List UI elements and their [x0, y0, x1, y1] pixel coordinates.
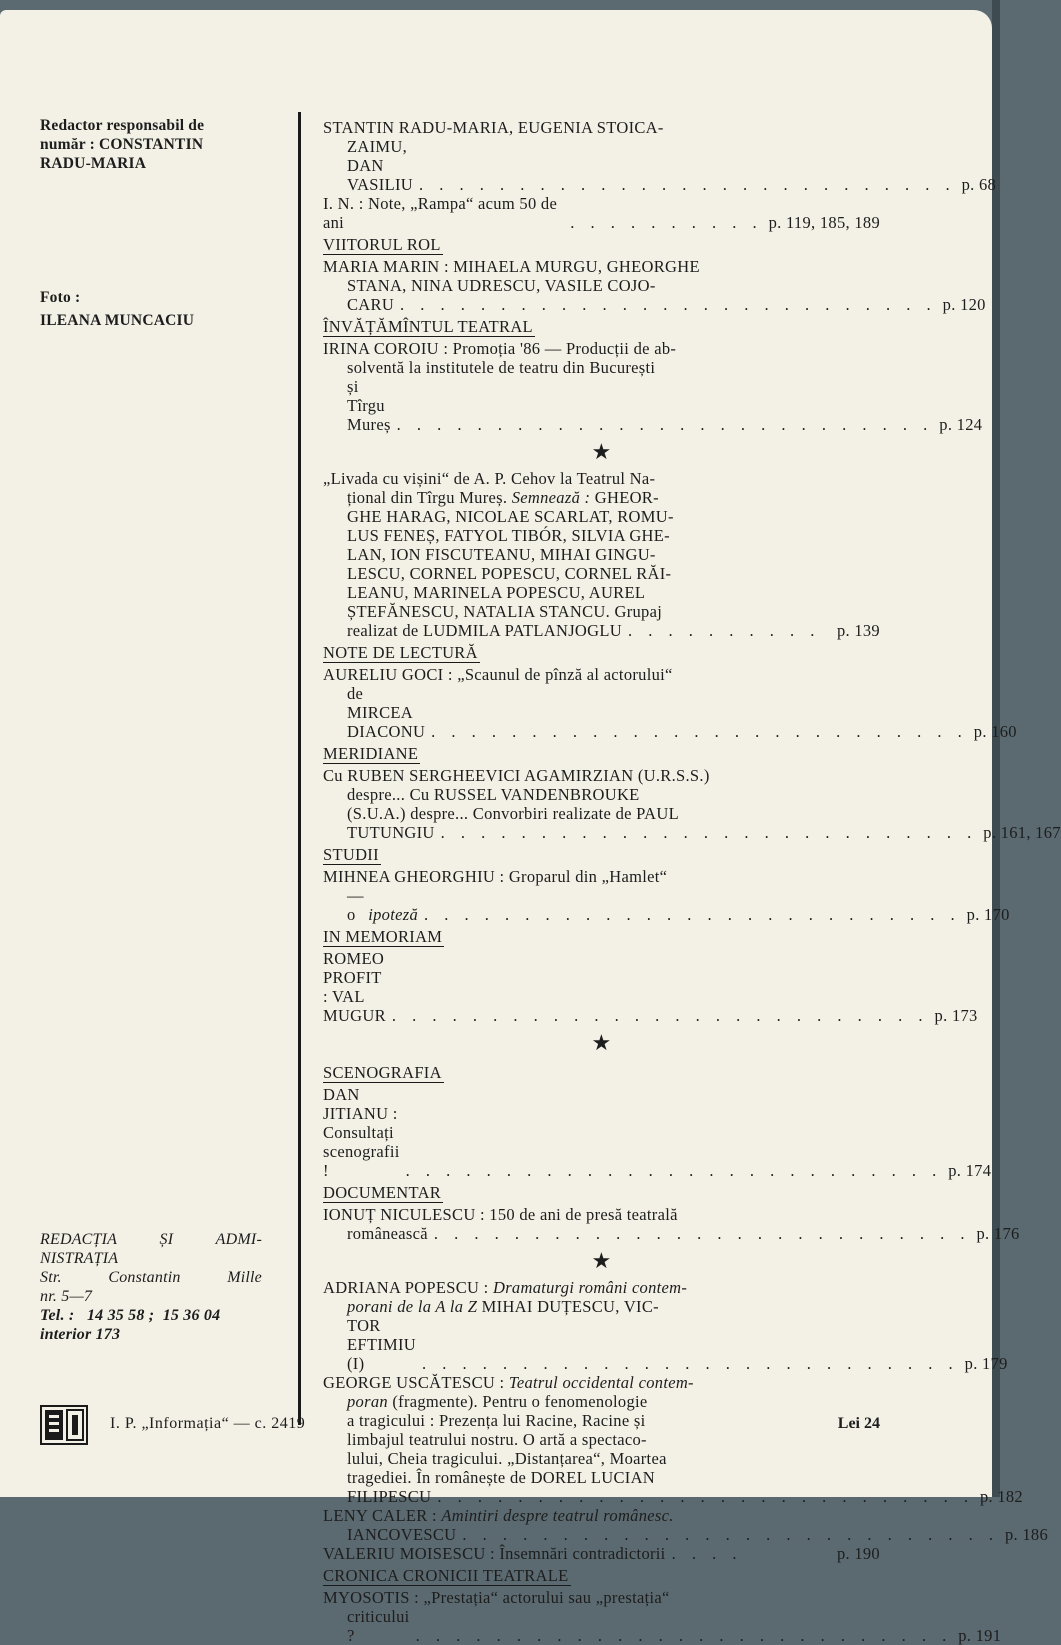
address-line: NISTRAȚIA — [40, 1250, 119, 1267]
dot-leader: . . . . . . . . . . — [570, 213, 763, 232]
dot-leader: . . . . . . . . . . . . . . . . . . . . . . . . . . . — [405, 1161, 943, 1180]
toc-entry: IONUȚ NICULESCU : 150 de ani de presă teatrală românească . . . . . . . . . . . . . . . . . . . . . . . . . . . p. 176 — [323, 1205, 1020, 1243]
editor-line: Redactor responsabil de — [40, 117, 205, 134]
dot-leader: . . . . . . . . . . . . . . . . . . . . . . . . . . . — [424, 905, 961, 924]
dot-leader: . . . . . . . . . . . . . . . . . . . . . . . . . . . — [391, 1006, 929, 1025]
page-number: p. 160 — [973, 722, 1017, 741]
page-number: p. 124 — [939, 415, 983, 434]
toc-entry: LENY CALER : Amintiri despre teatrul românesc. IANCOVESCU . . . . . . . . . . . . . . . . . . . . . . . . . . . p. 186 — [323, 1506, 1049, 1544]
section-heading: CRONICA CRONICII TEATRALE — [323, 1566, 569, 1585]
page-number: p. 190 — [836, 1544, 880, 1563]
dot-leader: . . . . . . . . . . . . . . . . . . . . . . . . . . . — [440, 823, 978, 842]
section-heading: STUDII — [323, 845, 379, 864]
dot-leader: . . . . . . . . . . . . . . . . . . . . . . . . . . . — [462, 1525, 999, 1544]
editor-line: RADU-MARIA — [40, 155, 147, 172]
section-heading: VIITORUL ROL — [323, 235, 441, 254]
printer-info: I. P. „Informația“ — c. 2419 — [110, 1415, 306, 1432]
star-separator: ★ — [591, 439, 612, 464]
page-number: p. 139 — [836, 621, 880, 640]
dot-leader: . . . . . . . . . . . . . . . . . . . . . . . . . . . — [418, 175, 956, 194]
dot-leader: . . . . . . . . . . . . . . . . . . . . . . . . . . . — [431, 722, 968, 741]
toc-entry: VALERIU MOISESCU : Însemnări contradictorii . . . . p. 190 — [323, 1544, 880, 1563]
page-number: p. 174 — [948, 1161, 992, 1180]
toc-entry: AURELIU GOCI : „Scaunul de pînză al actorului“ de MIRCEA DIACONU . . . . . . . . . . . . . . . . . . . . . . . . . . . p. 160 — [323, 665, 1017, 741]
section-heading: MERIDIANE — [323, 744, 419, 763]
page-number: p. 173 — [934, 1006, 978, 1025]
section-heading: IN MEMORIAM — [323, 927, 443, 946]
address-line: Str. Constantin Mille — [40, 1269, 262, 1286]
dot-leader: . . . . . . . . . . . . . . . . . . . . . . . . . . . — [415, 1626, 953, 1645]
photo-label: Foto : — [40, 289, 81, 306]
page-number: p. 191 — [958, 1626, 1002, 1645]
phone-interior: interior 173 — [40, 1326, 121, 1343]
photo-name: ILEANA MUNCACIU — [40, 312, 195, 329]
address-line: REDACȚIA ȘI ADMI- — [40, 1231, 262, 1248]
toc-entry: MIHNEA GHEORGHIU : Groparul din „Hamlet“ — o ipoteză . . . . . . . . . . . . . . . . . . . . . . . . . . . p. 170 — [323, 867, 1010, 924]
dot-leader: . . . . . . . . . . . . . . . . . . . . . . . . . . . — [400, 295, 937, 314]
dot-leader: . . . . . . . . . . . . . . . . . . . . . . . . . . . — [422, 1354, 959, 1373]
dot-leader: . . . . . . . . . . . . . . . . . . . . . . . . . . . — [433, 1224, 971, 1243]
address-line: nr. 5—7 — [40, 1288, 93, 1305]
star-separator: ★ — [591, 1248, 612, 1273]
address-block — [40, 1230, 262, 1344]
page-edge — [992, 0, 1000, 1497]
photo-credit — [40, 288, 270, 330]
page-number: p. 161, 167 — [983, 823, 1061, 842]
page-number: p. 119, 185, 189 — [768, 213, 880, 232]
page-footer — [40, 1413, 880, 1439]
toc-entry: ADRIANA POPESCU : Dramaturgi români contem- porani de la A la Z MIHAI DUȚESCU, VIC- TOR EFTIMIU (I) . . . . . . . . . . . . . . . . . . . . . . . . . . . p. 179 — [323, 1278, 1008, 1373]
toc-entry: STANTIN RADU-MARIA, EUGENIA STOICA- ZAIMU, DAN VASILIU . . . . . . . . . . . . . . . . . . . . . . . . . . . p. 68 — [323, 118, 997, 194]
column-divider — [298, 112, 301, 1425]
dot-leader: . . . . — [671, 1544, 743, 1563]
page-number: p. 186 — [1004, 1525, 1049, 1544]
printer-logo-icon — [40, 1405, 88, 1445]
editor-credit — [40, 116, 270, 173]
section-heading: DOCUMENTAR — [323, 1183, 442, 1202]
star-separator: ★ — [591, 1030, 612, 1055]
dot-leader: . . . . . . . . . . . . . . . . . . . . . . . . . . . — [437, 1487, 974, 1506]
dot-leader: . . . . . . . . . . . . . . . . . . . . . . . . . . . — [396, 415, 934, 434]
page-number: p. 170 — [966, 905, 1010, 924]
page-number: p. 68 — [961, 175, 997, 194]
phone-numbers: Tel. : 14 35 58 ; 15 36 04 — [40, 1307, 221, 1324]
editor-line: număr : CONSTANTIN — [40, 136, 204, 153]
toc-entry: I. N. : Note, „Rampa“ acum 50 de ani . . . . . . . . . . p. 119, 185, 189 — [323, 194, 880, 232]
page-number: p. 179 — [964, 1354, 1008, 1373]
page-number: p. 120 — [942, 295, 986, 314]
price: Lei 24 — [837, 1415, 880, 1432]
toc-entry: „Livada cu vișini“ de A. P. Cehov la Teatrul Na- țional din Tîrgu Mureș. Semnează : GHEOR- GHE HARAG, NICOLAE SCARLAT, ROMU- LUS FENEȘ, FATYOL TIBÓR, SILVIA GHE- LAN, ION FISCUTEANU, MIHAI GINGU- LESCU, CORNEL POPESCU, CORNEL RĂI- LEANU, MARINELA POPESCU, AUREL ȘTEFĂNESCU, NATALIA STANCU. Grupaj realizat de LUDMILA PATLANJOGLU . . . . . . . . . . p. 139 — [323, 469, 880, 640]
toc-entry: ROMEO PROFIT : VAL MUGUR . . . . . . . . . . . . . . . . . . . . . . . . . . . p. 173 — [323, 949, 978, 1025]
toc-entry: MYOSOTIS : „Prestația“ actorului sau „prestația“ criticului ? . . . . . . . . . . . . . . . . . . . . . . . . . . . p. 191 — [323, 1588, 1002, 1645]
section-heading: ÎNVĂȚĂMÎNTUL TEATRAL — [323, 317, 533, 336]
toc-entry: GEORGE USCĂTESCU : Teatrul occidental contem- poran (fragmente). Pentru o fenomenologie a tragicului : Prezența lui Racine, Racine și limbajul teatrului nostru. O artă a spectaco- lului, Cheia tragicului. „Distanțarea“, Moartea tragediei. În românește de DOREL LUCIAN FILIPESCU . . . . . . . . . . . . . . . . . . . . . . . . . . . p. 182 — [323, 1373, 1023, 1506]
section-heading: NOTE DE LECTURĂ — [323, 643, 478, 662]
dot-leader: . . . . . . . . . . — [627, 621, 821, 640]
toc-entry: IRINA COROIU : Promoția '86 — Producții de ab- solventă la institutele de teatru din București și Tîrgu Mureș . . . . . . . . . . . . . . . . . . . . . . . . . . . p. 124 — [323, 339, 983, 434]
toc-entry: DAN JITIANU : Consultați scenografii ! . . . . . . . . . . . . . . . . . . . . . . . . . . . p. 174 — [323, 1085, 992, 1180]
section-heading: SCENOGRAFIA — [323, 1063, 442, 1082]
toc-entry: Cu RUBEN SERGHEEVICI AGAMIRZIAN (U.R.S.S.) despre... Cu RUSSEL VANDENBROUKE (S.U.A.) despre... Convorbiri realizate de PAUL TUTUNGIU . . . . . . . . . . . . . . . . . . . . . . . . . . . p. 161, 167 — [323, 766, 1061, 842]
page-number: p. 176 — [976, 1224, 1020, 1243]
toc-entry: MARIA MARIN : MIHAELA MURGU, GHEORGHE STANA, NINA UDRESCU, VASILE COJO- CARU . . . . . . . . . . . . . . . . . . . . . . . . . . . p. 120 — [323, 257, 986, 314]
page-number: p. 182 — [979, 1487, 1023, 1506]
